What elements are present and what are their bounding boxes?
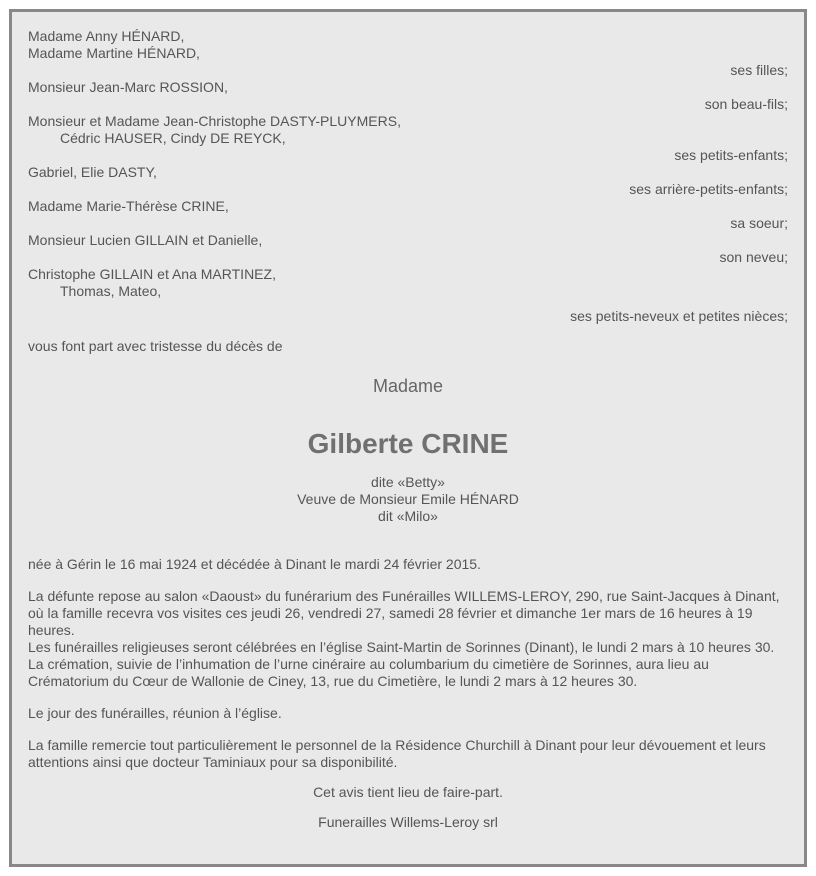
gathering-paragraph: Le jour des funérailles, réunion à l’église. — [28, 705, 282, 721]
relation-label: ses filles; — [730, 62, 788, 78]
announcement-note: Cet avis tient lieu de faire-part. — [313, 784, 503, 800]
family-line: Gabriel, Elie DASTY, — [28, 164, 157, 180]
family-line: Thomas, Mateo, — [60, 283, 162, 299]
obituary-frame — [9, 9, 807, 867]
family-line: Madame Martine HÉNARD, — [28, 45, 200, 61]
family-line: Cédric HAUSER, Cindy DE REYCK, — [60, 130, 286, 146]
widow-of: Veuve de Monsieur Emile HÉNARD — [297, 491, 519, 507]
thanks-paragraph: La famille remercie tout particulièrement le personnel de la Résidence Churchill à Dinant pour leur dévouement et leurs attentions ainsi que docteur Taminiaux pour sa disponibilité. — [28, 737, 766, 770]
deceased-title: Madame — [372, 376, 444, 396]
family-line: Christophe GILLAIN et Ana MARTINEZ, — [28, 266, 276, 282]
obituary-content — [28, 28, 788, 831]
relation-label: ses arrière-petits-enfants; — [629, 181, 788, 197]
deceased-name: Gilberte CRINE — [307, 428, 509, 459]
relation-label: sa soeur; — [730, 215, 788, 231]
relation-label: ses petits-neveux et petites nièces; — [570, 308, 788, 324]
family-line: Monsieur Jean-Marc ROSSION, — [28, 79, 228, 95]
relation-label: son neveu; — [719, 249, 788, 265]
funeral-home-signature: Funerailles Willems-Leroy srl — [318, 814, 498, 830]
family-line: Monsieur et Madame Jean-Christophe DASTY-PLUYMERS, — [28, 113, 401, 129]
birth-death-text: née à Gérin le 16 mai 1924 et décédée à Dinant le mardi 24 février 2015. — [28, 556, 481, 572]
visitation-paragraph: La défunte repose au salon «Daoust» du funérarium des Funérailles WILLEMS-LEROY, 290, rue Saint-Jacques à Dinant, où la famille recevra vos visites ces jeudi 26, vendredi 27, samedi 28 février et dimanche 1er mars de 16 heures à 19 heures. — [28, 588, 780, 638]
husband-nickname: dit «Milo» — [378, 508, 438, 524]
funeral-paragraph: Les funérailles religieuses seront célébrées en l’église Saint-Martin de Sorinnes (Dinant), le lundi 2 mars à 10 heures 30. — [28, 639, 775, 655]
deceased-nickname: dite «Betty» — [371, 474, 445, 490]
family-line: Monsieur Lucien GILLAIN et Danielle, — [28, 232, 263, 248]
cremation-paragraph: La crémation, suivie de l’inhumation de l’urne cinéraire au columbarium du cimetière de Sorinnes, aura lieu au Crématorium du Cœur de Wallonie de Ciney, 13, rue du Cimetière, le lundi 2 mars à 12 heures 30. — [28, 656, 709, 689]
intro-text: vous font part avec tristesse du décès de — [28, 338, 283, 354]
family-line: Madame Anny HÉNARD, — [28, 28, 185, 44]
relation-label: ses petits-enfants; — [674, 147, 788, 163]
relation-label: son beau-fils; — [704, 96, 788, 112]
family-line: Madame Marie-Thérèse CRINE, — [28, 198, 229, 214]
